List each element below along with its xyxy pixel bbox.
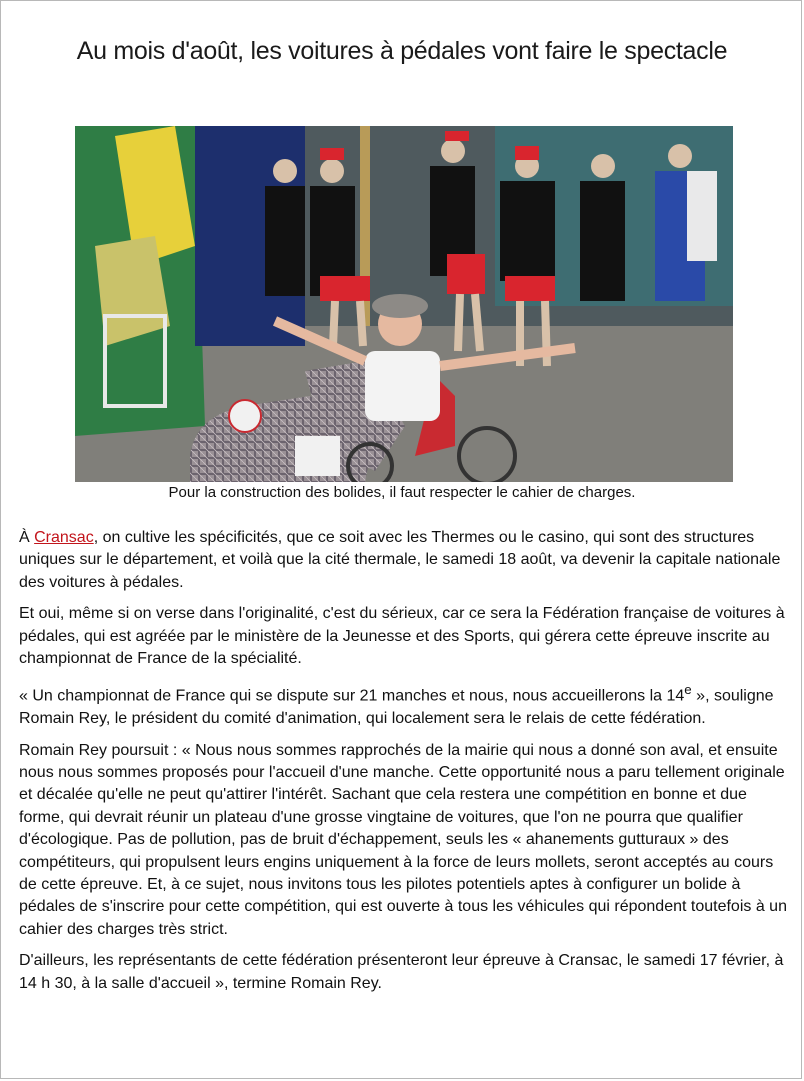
paragraph-3-rest: », souligne Romain Rey, le président du comité d'animation, qui localement sera le relais de cette fédération. [19, 687, 774, 728]
paragraph-1-start: À [19, 529, 35, 546]
paragraph-5: D'ailleurs, les représentants de cette fédération présenteront leur épreuve à Cransac, le samedi 17 février, à 14 h 30, à la salle d'accueil », termine Romain Rey. [19, 952, 784, 992]
paragraph-3-superscript: e [684, 682, 692, 698]
photo-caption: Pour la construction des bolides, il faut respecter le cahier de charges. [168, 484, 636, 501]
paragraph-2: Et oui, même si on verse dans l'originalité, c'est du sérieux, car ce sera la Fédération française de voitures à pédales, qui est agréée par le ministère de la Jeunesse et des Sports, qui gérera cette épreuve inscrite au championnat de France de la spécialité. [19, 605, 785, 668]
article-body [19, 527, 789, 1004]
paragraph-1 [19, 527, 789, 594]
cransac-link[interactable]: Cransac [34, 529, 94, 546]
article-photo [75, 126, 733, 482]
paragraph-3 [19, 679, 789, 730]
paragraph-1-rest: , on cultive les spécificités, que ce soit avec les Thermes ou le casino, qui sont des structures uniques sur le département, et voilà que la cité thermale, le samedi 18 août, va devenir la capitale nationale des voitures à pédales. [19, 529, 781, 591]
pedal-car-photo-illustration [75, 126, 733, 482]
article-title: Au mois d'août, les voitures à pédales vont faire le spectacle [76, 37, 728, 65]
paragraph-4: Romain Rey poursuit : « Nous nous sommes rapprochés de la mairie qui nous a donné son aval, et ensuite nous nous sommes proposés pour l'accueil d'une manche. Cette opportunité nous a paru tellement originale et décalée qu'elle ne peut qu'attirer l'intérêt. Sachant que cela restera une compétition en bonne et due forme, qui devrait réunir un plateau d'une grosse vingtaine de voitures, que l'on ne pourra que qualifier d'écologique. Pas de pollution, pas de bruit d'échappement, seuls les « ahanements gutturaux » des compétiteurs, qui propulsent leurs engins uniquement à la force de leurs mollets, seront acceptés au cours de cette épreuve. Et, à ce sujet, nous invitons tous les pilotes potentiels aptes à configurer un bolide à pédales de s'inscrire pour cette compétition, qui est ouverte à tous les véhicules qui répondent toutefois à un cahier des charges très strict. [19, 741, 787, 938]
paragraph-3-start: « Un championnat de France qui se dispute sur 21 manches et nous, nous accueillerons la 14 [19, 687, 685, 705]
